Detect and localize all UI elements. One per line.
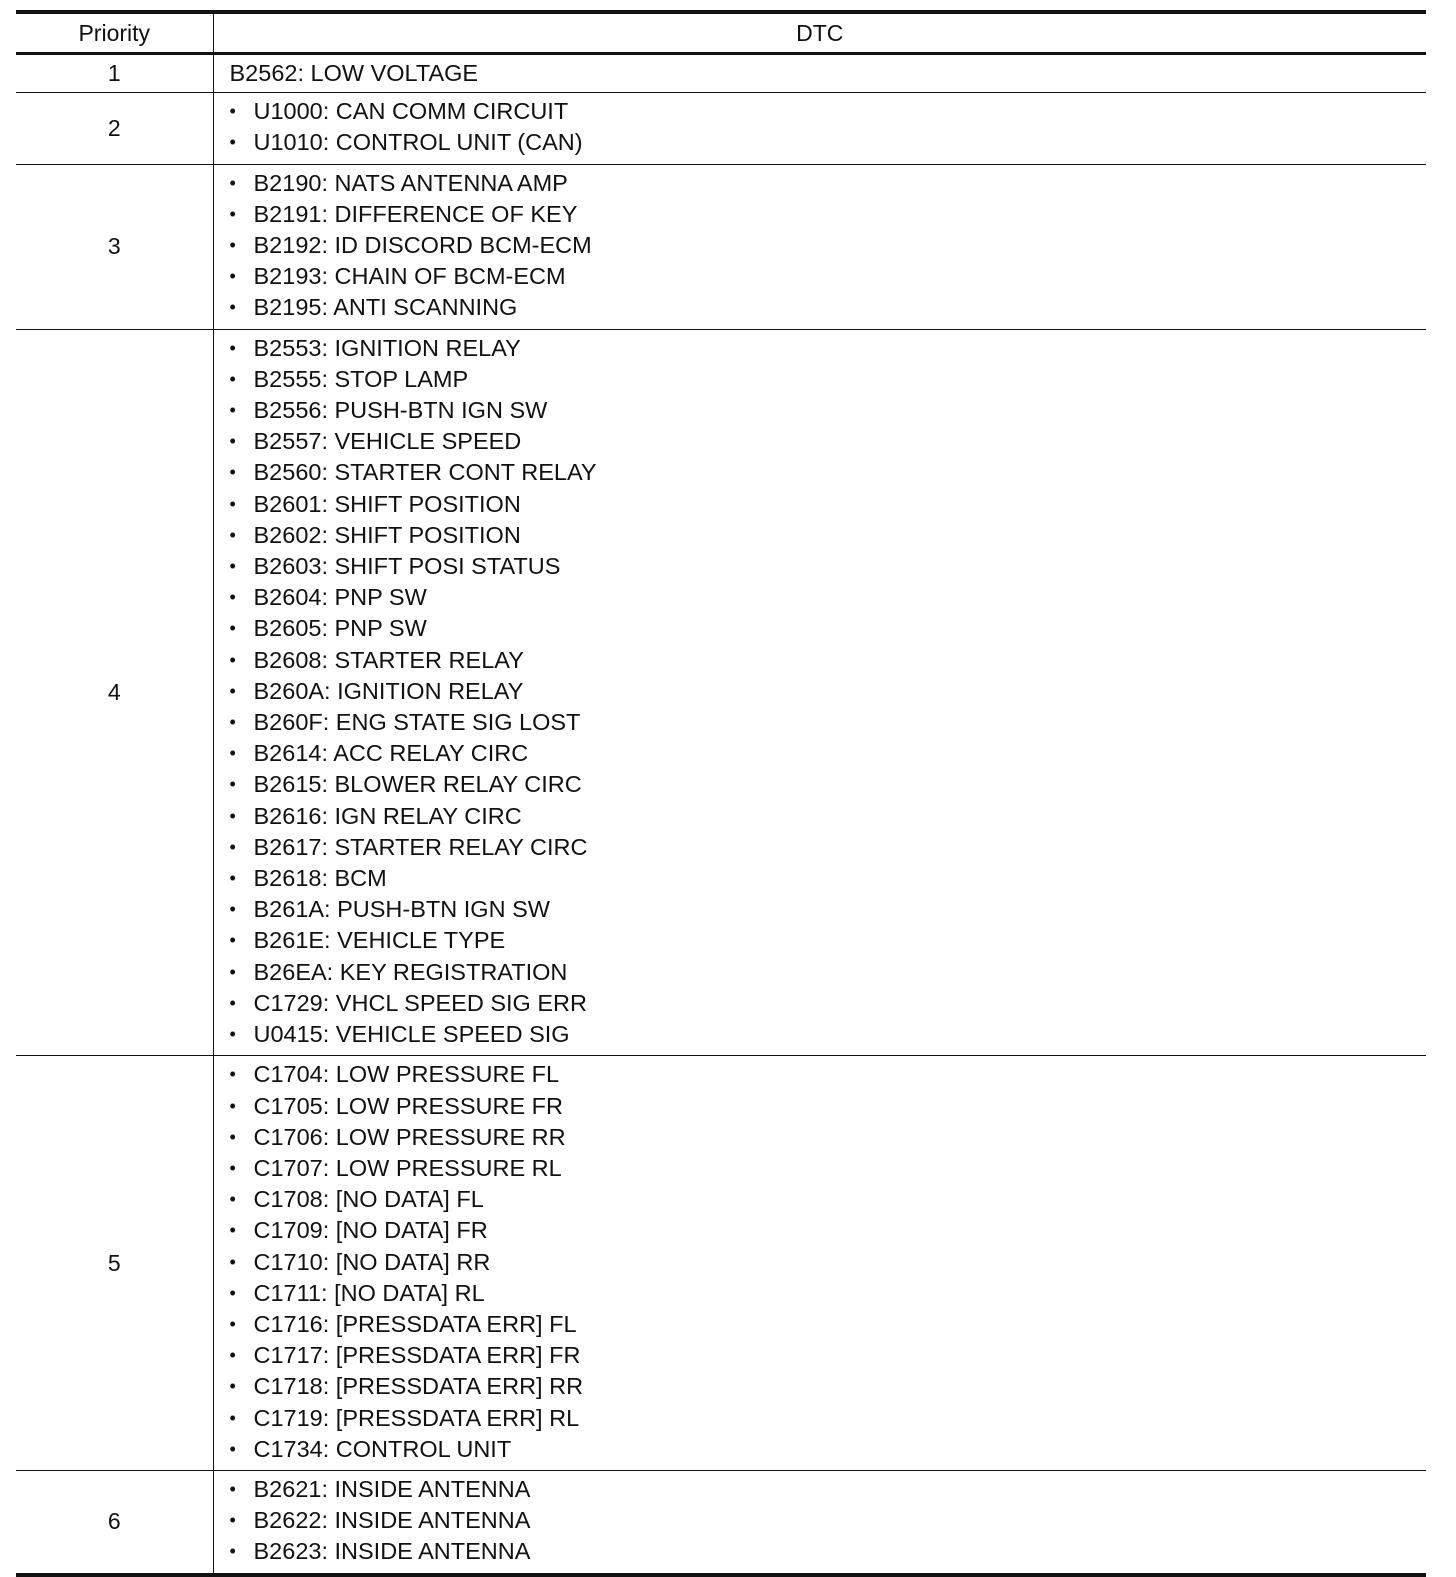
list-item	[230, 521, 1427, 552]
table-row	[16, 1056, 1426, 1471]
dtc-code-text: B2614: ACC RELAY CIRC	[253, 740, 529, 767]
dtc-cell	[213, 329, 1426, 1056]
list-item	[230, 1123, 1427, 1154]
list-item	[230, 169, 1427, 200]
dtc-code-text: B26EA: KEY REGISTRATION	[253, 958, 568, 985]
header-row	[16, 12, 1426, 54]
list-item	[230, 895, 1427, 926]
table-header	[16, 12, 1426, 54]
dtc-cell	[213, 54, 1426, 93]
dtc-code-text: B2195: ANTI SCANNING	[253, 294, 518, 321]
bullet-icon: •	[229, 743, 236, 764]
dtc-code-text: B261A: PUSH-BTN IGN SW	[253, 896, 550, 923]
dtc-code-text: C1709: [NO DATA] FR	[253, 1217, 488, 1244]
dtc-code-text: B261E: VEHICLE TYPE	[253, 927, 506, 954]
list-item	[230, 739, 1427, 770]
list-item	[230, 128, 1427, 159]
bullet-icon: •	[229, 266, 236, 287]
bullet-icon: •	[229, 493, 236, 514]
bullet-icon: •	[229, 712, 236, 733]
bullet-icon: •	[229, 297, 236, 318]
dtc-code-text: C1734: CONTROL UNIT	[253, 1435, 512, 1462]
dtc-code-text: B2621: INSIDE ANTENNA	[253, 1475, 531, 1502]
table-row	[16, 1470, 1426, 1574]
list-item	[230, 396, 1427, 427]
dtc-code-text: C1719: [PRESSDATA ERR] RL	[253, 1404, 580, 1431]
bullet-icon: •	[229, 556, 236, 577]
list-item	[230, 334, 1427, 365]
dtc-code-text: B2562: LOW VOLTAGE	[229, 60, 479, 86]
list-item	[230, 583, 1427, 614]
bullet-icon: •	[229, 524, 236, 545]
bullet-icon: •	[229, 400, 236, 421]
list-item	[230, 1310, 1427, 1341]
dtc-code-text: B2557: VEHICLE SPEED	[253, 428, 522, 455]
bullet-icon: •	[229, 836, 236, 857]
dtc-code-text: B260F: ENG STATE SIG LOST	[253, 709, 581, 736]
list-item	[230, 1372, 1427, 1403]
bullet-icon: •	[229, 774, 236, 795]
dtc-code-text: C1710: [NO DATA] RR	[253, 1248, 491, 1275]
list-item	[230, 1092, 1427, 1123]
priority-cell: 4	[16, 329, 213, 1056]
table-row	[16, 54, 1426, 93]
bullet-icon: •	[229, 680, 236, 701]
dtc-code-text: B2608: STARTER RELAY	[253, 646, 524, 673]
list-item	[230, 552, 1427, 583]
bullet-icon: •	[229, 649, 236, 670]
list-item	[230, 958, 1427, 989]
bullet-icon: •	[229, 1345, 236, 1366]
list-item	[230, 677, 1427, 708]
list-item	[230, 1341, 1427, 1372]
list-item	[230, 458, 1427, 489]
bullet-icon: •	[229, 1438, 236, 1459]
list-item	[230, 200, 1427, 231]
bullet-icon: •	[229, 1313, 236, 1334]
bullet-icon: •	[229, 1024, 236, 1045]
bullet-icon: •	[229, 337, 236, 358]
bullet-icon: •	[229, 1220, 236, 1241]
dtc-list	[230, 97, 1427, 159]
dtc-code-text: B2601: SHIFT POSITION	[253, 490, 521, 517]
list-item	[230, 833, 1427, 864]
dtc-code-text: B2602: SHIFT POSITION	[253, 521, 521, 548]
list-item	[230, 262, 1427, 293]
dtc-code-text: B2556: PUSH-BTN IGN SW	[253, 397, 548, 424]
list-item	[230, 1154, 1427, 1185]
dtc-column-header: DTC	[213, 12, 1426, 54]
dtc-code-text: C1711: [NO DATA] RL	[253, 1279, 485, 1306]
list-item	[230, 231, 1427, 262]
list-item	[230, 1060, 1427, 1091]
dtc-code-text: B2560: STARTER CONT RELAY	[253, 459, 597, 486]
bullet-icon: •	[229, 1095, 236, 1116]
bullet-icon: •	[229, 1189, 236, 1210]
table-row	[16, 93, 1426, 164]
list-item	[230, 97, 1427, 128]
bullet-icon: •	[229, 992, 236, 1013]
dtc-code-text: B2622: INSIDE ANTENNA	[253, 1507, 531, 1534]
list-item	[230, 926, 1427, 957]
priority-column-header: Priority	[16, 12, 213, 54]
list-item	[230, 1279, 1427, 1310]
bullet-icon: •	[229, 431, 236, 452]
list-item	[230, 1185, 1427, 1216]
dtc-code-text: B2623: INSIDE ANTENNA	[253, 1538, 531, 1565]
priority-cell: 1	[107, 60, 121, 87]
bullet-icon: •	[229, 1478, 236, 1499]
bullet-icon: •	[229, 1251, 236, 1272]
dtc-code-text: B2193: CHAIN OF BCM-ECM	[253, 263, 566, 290]
bullet-icon: •	[229, 132, 236, 153]
bullet-icon: •	[229, 618, 236, 639]
dtc-cell	[213, 93, 1426, 164]
bullet-icon: •	[229, 868, 236, 889]
dtc-code-text: B2604: PNP SW	[253, 584, 427, 611]
list-item	[230, 365, 1427, 396]
dtc-code-text: B2191: DIFFERENCE OF KEY	[253, 200, 578, 227]
priority-cell: 5	[16, 1056, 213, 1471]
bullet-icon: •	[229, 1282, 236, 1303]
dtc-code-text: C1707: LOW PRESSURE RL	[253, 1154, 562, 1181]
dtc-list	[230, 1060, 1427, 1466]
priority-cell: 6	[16, 1470, 213, 1574]
dtc-code-text: B260A: IGNITION RELAY	[253, 677, 524, 704]
priority-cell: 3	[16, 164, 213, 329]
dtc-list	[230, 1475, 1427, 1569]
bullet-icon: •	[229, 961, 236, 982]
list-item	[230, 1404, 1427, 1435]
bullet-icon: •	[229, 1064, 236, 1085]
list-item	[230, 427, 1427, 458]
bullet-icon: •	[229, 172, 236, 193]
dtc-code-text: U0415: VEHICLE SPEED SIG	[253, 1021, 570, 1048]
priority-cell: 2	[16, 93, 213, 164]
dtc-code-text: U1000: CAN COMM CIRCUIT	[253, 98, 569, 125]
dtc-code-text: B2190: NATS ANTENNA AMP	[253, 169, 568, 196]
dtc-cell	[213, 1056, 1426, 1471]
bullet-icon: •	[229, 1510, 236, 1531]
list-item	[230, 770, 1427, 801]
bullet-icon: •	[229, 101, 236, 122]
dtc-cell	[213, 164, 1426, 329]
bullet-icon: •	[229, 1541, 236, 1562]
table-row	[16, 164, 1426, 329]
bullet-icon: •	[229, 1157, 236, 1178]
dtc-priority-table	[16, 10, 1426, 1577]
bullet-icon: •	[229, 805, 236, 826]
list-item	[230, 708, 1427, 739]
dtc-list	[230, 169, 1427, 325]
table-body	[16, 54, 1426, 1575]
list-item	[230, 864, 1427, 895]
dtc-code-text: C1717: [PRESSDATA ERR] FR	[253, 1342, 581, 1369]
dtc-code-text: C1716: [PRESSDATA ERR] FL	[253, 1310, 577, 1337]
bullet-icon: •	[229, 203, 236, 224]
list-item	[230, 802, 1427, 833]
dtc-code-text: C1706: LOW PRESSURE RR	[253, 1123, 566, 1150]
bullet-icon: •	[229, 462, 236, 483]
dtc-code-text: C1718: [PRESSDATA ERR] RR	[253, 1373, 584, 1400]
list-item	[230, 490, 1427, 521]
bullet-icon: •	[229, 1376, 236, 1397]
bullet-icon: •	[229, 899, 236, 920]
bullet-icon: •	[229, 235, 236, 256]
dtc-code-text: C1704: LOW PRESSURE FL	[253, 1061, 560, 1088]
bullet-icon: •	[229, 1407, 236, 1428]
dtc-cell	[213, 1470, 1426, 1574]
dtc-code-text: C1729: VHCL SPEED SIG ERR	[253, 989, 587, 1016]
list-item	[230, 989, 1427, 1020]
dtc-code-text: B2553: IGNITION RELAY	[253, 334, 521, 361]
list-item	[230, 293, 1427, 324]
dtc-code-text: B2616: IGN RELAY CIRC	[253, 802, 522, 829]
bullet-icon: •	[229, 930, 236, 951]
list-item	[230, 1216, 1427, 1247]
bullet-icon: •	[229, 1126, 236, 1147]
table-row	[16, 329, 1426, 1056]
dtc-code-text: B2605: PNP SW	[253, 615, 427, 642]
dtc-code-text: B2617: STARTER RELAY CIRC	[253, 833, 588, 860]
dtc-list	[230, 334, 1427, 1052]
list-item	[230, 614, 1427, 645]
dtc-code-text: B2555: STOP LAMP	[253, 365, 469, 392]
list-item	[230, 1506, 1427, 1537]
list-item	[230, 1020, 1427, 1051]
dtc-code-text: C1705: LOW PRESSURE FR	[253, 1092, 564, 1119]
bullet-icon: •	[229, 587, 236, 608]
list-item	[230, 1435, 1427, 1466]
dtc-code-text: U1010: CONTROL UNIT (CAN)	[253, 129, 583, 156]
dtc-code-text: B2618: BCM	[253, 865, 387, 892]
bullet-icon: •	[229, 368, 236, 389]
dtc-code-text: B2192: ID DISCORD BCM-ECM	[253, 232, 592, 259]
list-item	[230, 1475, 1427, 1506]
list-item	[230, 1537, 1427, 1568]
dtc-code-text: B2603: SHIFT POSI STATUS	[253, 553, 561, 580]
dtc-code-text: B2615: BLOWER RELAY CIRC	[253, 771, 582, 798]
dtc-code-text: C1708: [NO DATA] FL	[253, 1186, 484, 1213]
list-item	[230, 1248, 1427, 1279]
list-item	[230, 646, 1427, 677]
